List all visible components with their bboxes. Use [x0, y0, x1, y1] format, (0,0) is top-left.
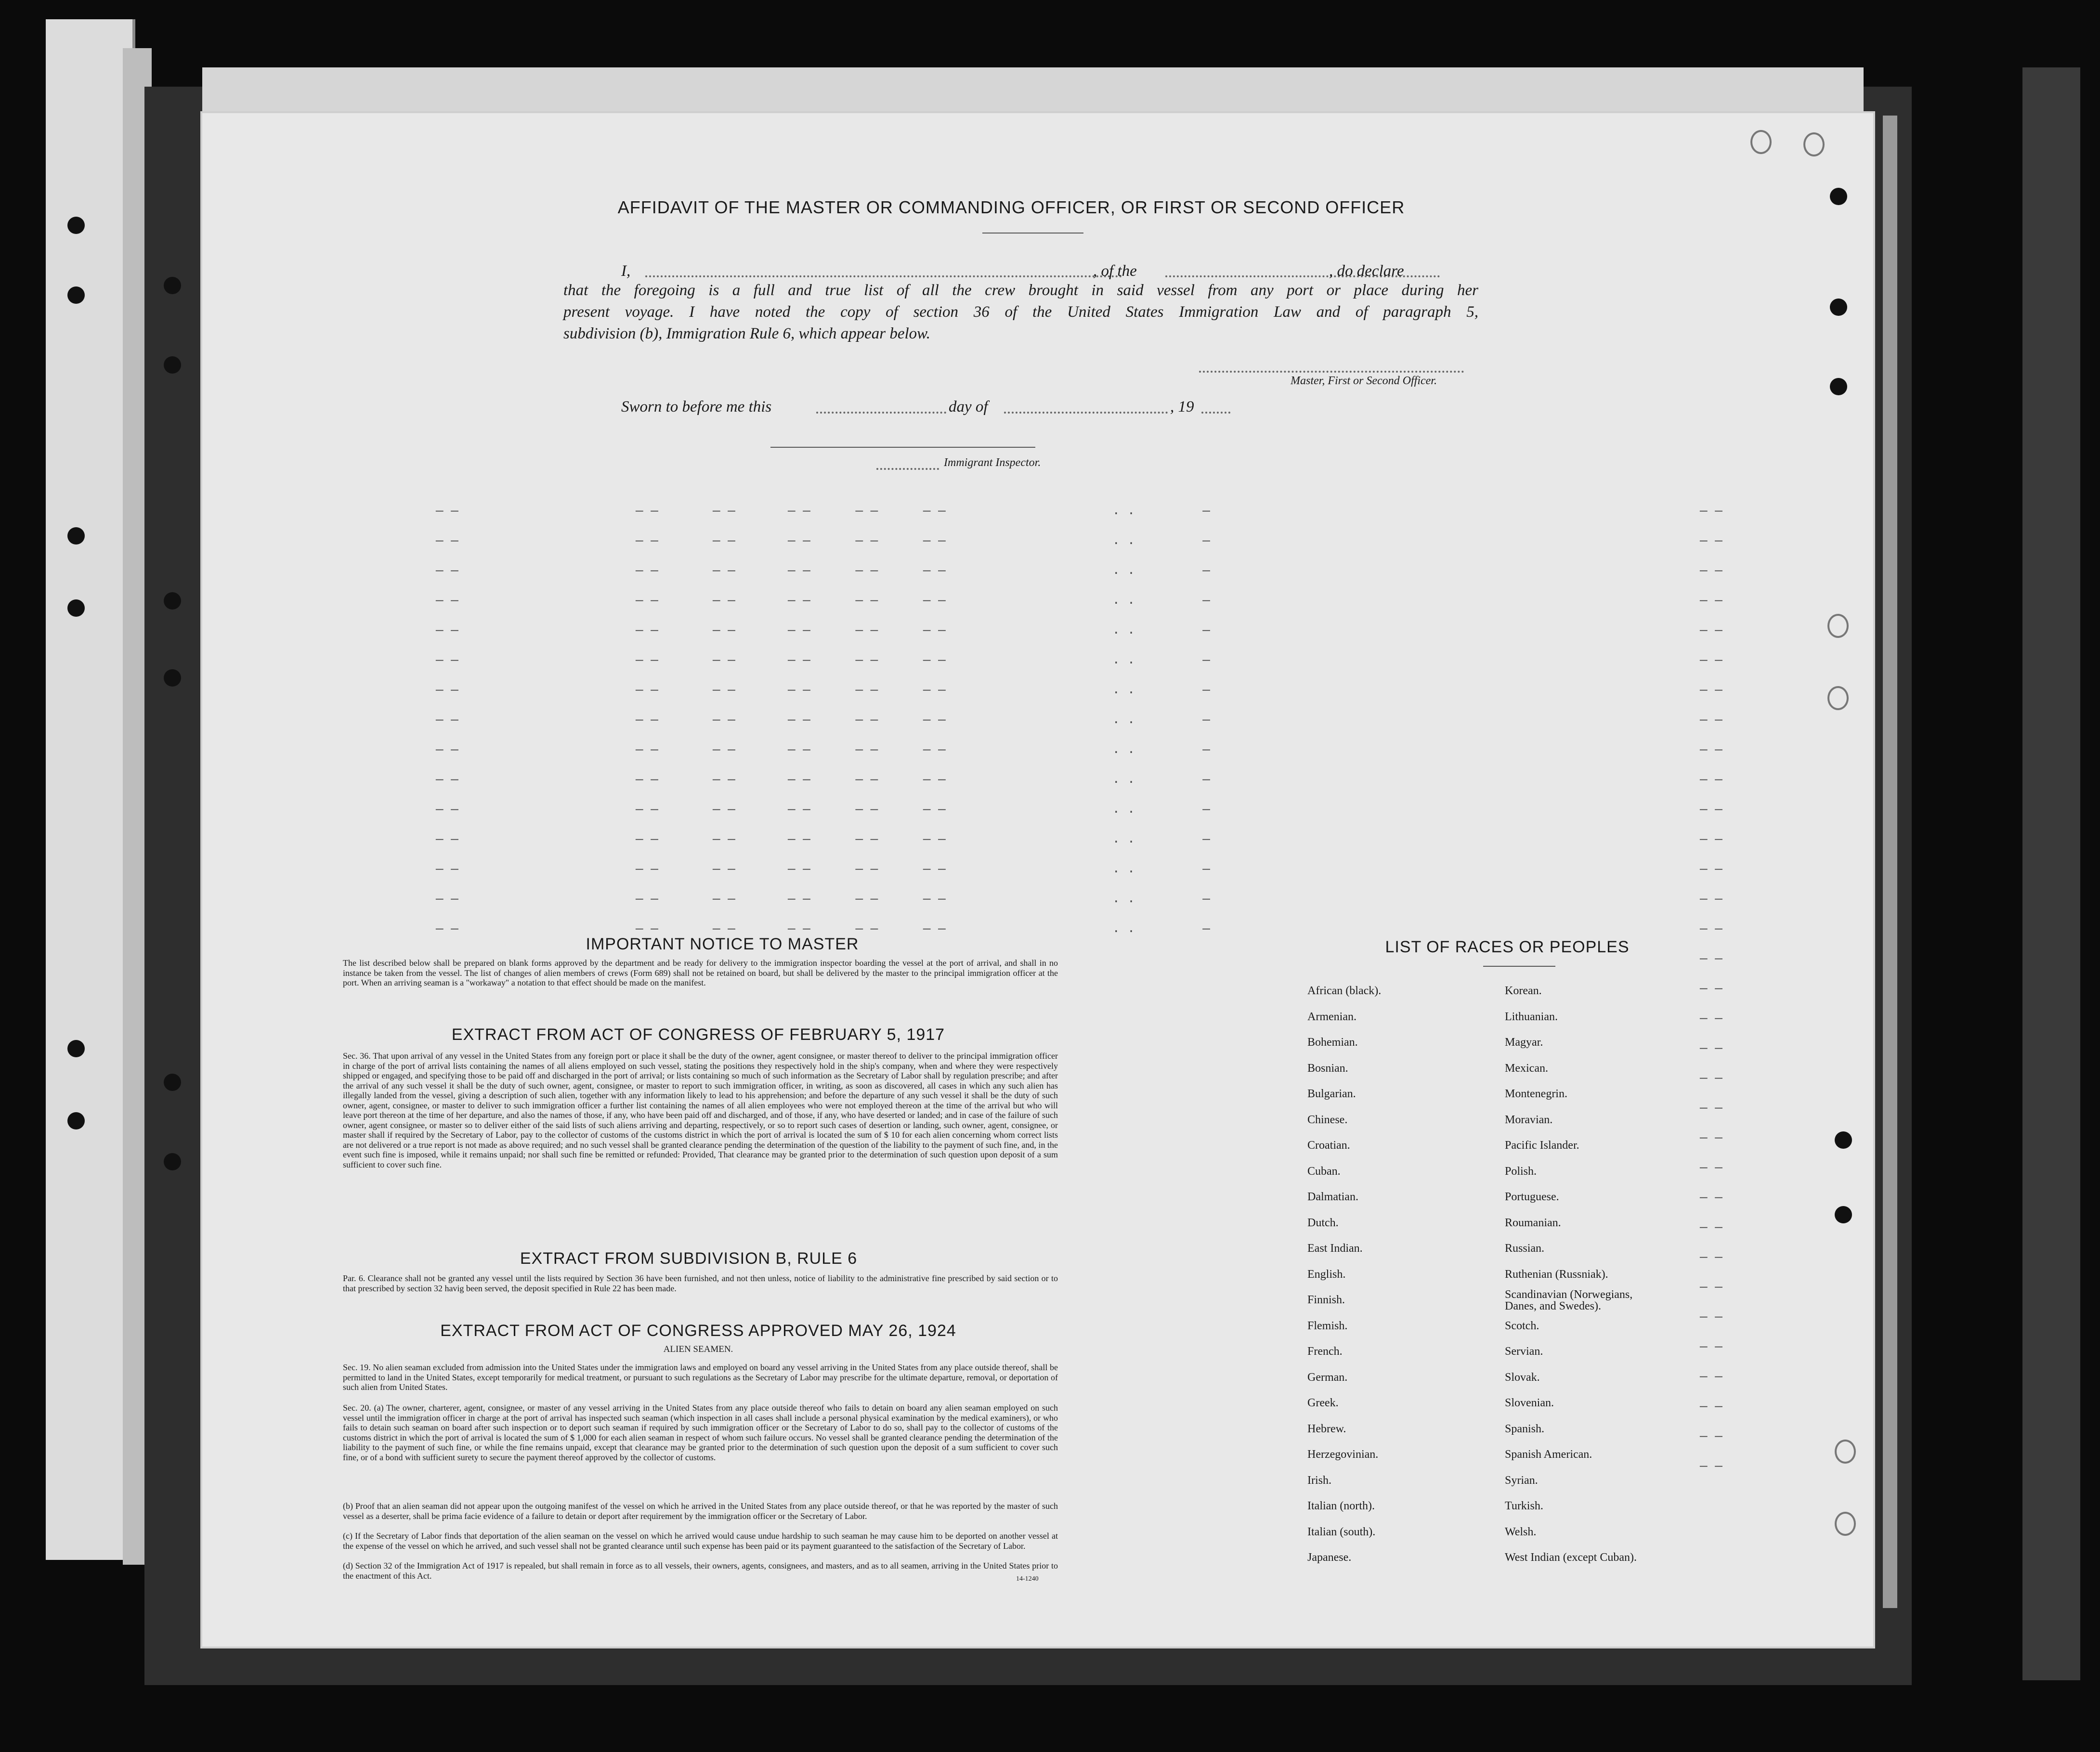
left-page-edge	[46, 19, 135, 1560]
race-item: Russian.	[1505, 1242, 1545, 1255]
master-signature-line	[1199, 371, 1464, 373]
race-item: Syrian.	[1505, 1474, 1538, 1487]
race-item: Scandinavian (Norwegians, Danes, and Swedes).	[1505, 1288, 1633, 1312]
inspector-dots	[876, 468, 939, 470]
punch-hole	[164, 669, 181, 687]
race-item: Portuguese.	[1505, 1191, 1559, 1203]
race-item: Croatian.	[1307, 1139, 1350, 1152]
race-item: Dalmatian.	[1307, 1191, 1358, 1203]
punch-hole	[1835, 1206, 1852, 1223]
race-item: Ruthenian (Russniak).	[1505, 1268, 1608, 1281]
race-item: Hebrew.	[1307, 1422, 1346, 1435]
affidavit-line3: present voyage. I have noted the copy of section 36 of the United States Immigration Law and of paragraph 5,	[563, 303, 1478, 321]
race-item: Korean.	[1505, 985, 1542, 997]
race-item: African (black).	[1307, 985, 1382, 997]
race-item: Spanish.	[1505, 1422, 1545, 1435]
race-item: Moravian.	[1505, 1113, 1553, 1126]
race-item: Pacific Islander.	[1505, 1139, 1579, 1152]
race-item: Montenegrin.	[1505, 1088, 1567, 1100]
affidavit-title: AFFIDAVIT OF THE MASTER OR COMMANDING OFFICER, OR FIRST OR SECOND OFFICER	[617, 197, 1405, 217]
sworn-text: Sworn to before me this	[621, 398, 772, 415]
punch-hole	[164, 592, 181, 610]
punch-hole	[164, 1074, 181, 1091]
notice-text: The list described below shall be prepared on blank forms approved by the department and be ready for delivery to the immigration inspector boarding the vessel at the port of arrival, and shall in no instance be taken from the vessel. The list of changes of alien members of crews (Form 689) shall not be retained on board, but shall be delivered by the master to the principal immigration officer at the port. When an arriving seaman is a "workaway" a notation to that effect should be made on the manifest.	[343, 958, 1058, 987]
race-item: Slovenian.	[1505, 1397, 1554, 1409]
race-item: East Indian.	[1307, 1242, 1363, 1255]
faded-column-marks: . . — . . — . . — . . — . . — . . — . . — . . — . . — . . — . . — . . — . . — . . — . . —	[1112, 504, 1210, 936]
race-item: Roumanian.	[1505, 1216, 1561, 1229]
punch-hole	[67, 527, 85, 545]
race-item: Polish.	[1505, 1165, 1537, 1178]
extract-1924-sec20b: (b) Proof that an alien seaman did not appear upon the outgoing manifest of the vessel on which he arrived in the United States from any place outside thereof, or that he was reported by the master of such vessel as a deserter, shall be prima facie evidence of a failure to detain or deport after requirement by the immigration officer or the Secretary of Labor.	[343, 1501, 1058, 1521]
punch-hole	[1830, 298, 1847, 316]
race-item: West Indian (except Cuban).	[1505, 1551, 1637, 1564]
master-signature-caption: Master, First or Second Officer.	[1291, 375, 1437, 387]
race-item: Armenian.	[1307, 1010, 1357, 1023]
month-blank	[1004, 412, 1168, 414]
punch-hole-ring	[1803, 132, 1825, 156]
race-item: Lithuanian.	[1505, 1010, 1558, 1023]
race-item: Welsh.	[1505, 1525, 1537, 1538]
race-item: Cuban.	[1307, 1165, 1341, 1178]
form-number: 14-1240	[1016, 1575, 1039, 1583]
alien-seamen-subtitle: ALIEN SEAMEN.	[663, 1344, 733, 1354]
race-item: Mexican.	[1505, 1062, 1548, 1075]
punch-hole	[1830, 378, 1847, 395]
punch-hole-ring	[1827, 686, 1849, 710]
race-item: French.	[1307, 1345, 1343, 1358]
race-item: Greek.	[1307, 1397, 1339, 1409]
year-text: , 19	[1170, 398, 1194, 415]
faded-column-marks: — — — — — — — — — — — — — — — — — — — — — — — — — — — — — —	[636, 504, 658, 936]
rule-6-text: Par. 6. Clearance shall not be granted any vessel until the lists required by Section 36 have been furnished, and not then unless, notice of liability to the administrative fine prescribed by said section or to that prescribed by section 32 havig been served, the deposit specified in Rule 22 has been made.	[343, 1273, 1058, 1293]
punch-hole	[67, 599, 85, 617]
faded-column-marks: — — — — — — — — — — — — — — — — — — — — — — — — — — — — — — — — — — — — — — — — — — — — — — — — — — — — — — — — — — — — — — — — — —	[1700, 504, 1722, 1473]
race-item: Magyar.	[1505, 1036, 1543, 1049]
races-title: LIST OF RACES OR PEOPLES	[1385, 938, 1630, 956]
race-item: Bosnian.	[1307, 1062, 1348, 1075]
punch-hole	[1830, 188, 1847, 205]
punch-hole-ring	[1835, 1440, 1856, 1464]
punch-hole	[1835, 1131, 1852, 1149]
rule-6-title: EXTRACT FROM SUBDIVISION B, RULE 6	[520, 1249, 858, 1268]
race-item: Italian (south).	[1307, 1525, 1376, 1538]
notice-title: IMPORTANT NOTICE TO MASTER	[586, 935, 859, 953]
race-item: Scotch.	[1505, 1319, 1539, 1332]
affidavit-line2: that the foregoing is a full and true list of all the crew brought in said vessel from any port or place during her	[563, 282, 1478, 299]
year-blank	[1201, 412, 1230, 414]
punch-hole	[67, 286, 85, 304]
races-title-underline	[1483, 966, 1555, 967]
race-item: Irish.	[1307, 1474, 1331, 1487]
extract-1924-sec20d: (d) Section 32 of the Immigration Act of 1917 is repealed, but shall remain in force as to all vessels, their owners, agents, consignees, and masters, and as to all seamen, arriving in the United States prior to the enactment of this Act.	[343, 1561, 1058, 1581]
punch-hole	[67, 1112, 85, 1129]
race-item: Dutch.	[1307, 1216, 1339, 1229]
extract-1917-text: Sec. 36. That upon arrival of any vessel in the United States from any foreign port or place it shall be the duty of the owner, agent consignee, or master thereof to deliver to the principal immigration officer in charge of the port of arrival lists containing the names of all aliens employed on such vessel, stating the positions they respectively hold in the ship's company, when and where they were respectively shipped or engaged, and specifying those to be paid off and discharged in the port of arrival; or lists containing so much of such information as the Secretary of Labor shall by regulation prescribe; and after the arrival of any such vessel it shall be the duty of such owner, agent, consignee, or master to report to such immigration officer, in writing, as soon as discovered, all cases in which any such alien has illegally landed from the vessel, giving a description of such alien, together with any information likely to lead to his apprehension; and before the departure of any such vessel it shall be the duty of such owner, agent, consignee, or master to deliver to such immigration officer a further list containing the names of all alien employees who were not employed thereon at the time of the arrival but who will leave port thereon at the time of her departure, and also the names of those, if any, who have been paid off and discharged, and of those, if any, who have deserted or landed; and in case of the failure of such owner, agent consignee, or master so to deliver either of the said lists of such aliens arriving and departing, respectively, or so to report such cases of desertion or landing, such owner, agent, consignee, or master shall if required by the Secretary of Labor, pay to the collector of customs of the customs district in which the port of arrival is located the sum of $ 10 for each alien concerning whom correct lists are not delivered or a true report is not made as above required; and no such vessel shall be granted clearance pending the determination of the question of the liability to the payment of such fine, and, in the event such fine is imposed, while it remains unpaid; nor shall such fine be remitted or refunded: Provided, That clearance may be granted prior to the determination of such question upon deposit of a sum sufficient to cover such fine.	[343, 1051, 1058, 1169]
punch-hole	[67, 1040, 85, 1057]
race-item: Servian.	[1505, 1345, 1543, 1358]
affidavit-line4: subdivision (b), Immigration Rule 6, which appear below.	[563, 325, 930, 342]
punch-hole	[67, 217, 85, 234]
inspector-signature-line	[770, 447, 1035, 448]
faded-column-marks: — — — — — — — — — — — — — — — — — — — — — — — — — — — — — —	[436, 504, 458, 936]
extract-1917-title: EXTRACT FROM ACT OF CONGRESS OF FEBRUARY 5, 1917	[451, 1025, 945, 1044]
race-item: German.	[1307, 1371, 1348, 1384]
punch-hole-ring	[1827, 614, 1849, 638]
race-item: Bohemian.	[1307, 1036, 1358, 1049]
race-item: Bulgarian.	[1307, 1088, 1356, 1100]
affidavit-declare: , do declare	[1329, 262, 1404, 280]
extract-1924-sec20a: Sec. 20. (a) The owner, charterer, agent, consignee, or master of any vessel arriving in the United States from any place outside thereof who fails to detain on board any alien seaman employed on such vessel until the immigration officer in charge at the port of arrival has inspected such seaman (which inspection in all cases shall include a personal physical examination by the medical examiners), or who fails to detain such seaman on board after such inspection or to deport such seaman if required by such immigration officer or the Secretary of Labor to do so, shall pay to the collector of customs of the customs district in which the port of arrival is located the sum of $ 1,000 for each alien seaman in respect of whom such failure occurs. No vessel shall be granted clearance pending the determination of the liability to the payment of such fine, or while the fine remains unpaid, except that clearance may be granted prior to the determination of such question upon the deposit of a sum sufficient to cover such fine, or of a bond with sufficient surety to secure the payment thereof approved by the collector of customs.	[343, 1403, 1058, 1462]
race-item: Slovak.	[1505, 1371, 1540, 1384]
race-item: Turkish.	[1505, 1500, 1543, 1512]
race-item: Flemish.	[1307, 1319, 1348, 1332]
race-item: English.	[1307, 1268, 1346, 1281]
punch-hole-ring	[1750, 130, 1772, 154]
race-item: Spanish American.	[1505, 1448, 1592, 1461]
punch-hole	[164, 356, 181, 374]
race-item: Japanese.	[1307, 1551, 1352, 1564]
race-item: Chinese.	[1307, 1113, 1348, 1126]
punch-hole-ring	[1835, 1512, 1856, 1536]
name-blank	[645, 275, 1122, 277]
extract-1924-sec19: Sec. 19. No alien seaman excluded from admission into the United States under the immigration laws and employed on board any vessel arriving in the United States from any place outside thereof, shall be permitted to land in the United States, except temporarily for medical treatment, or pursuant to such regulations as the Secretary of Labor may prescribe for the ultimate departure, removal, or deportation of such alien from United States.	[343, 1363, 1058, 1392]
right-page-edge	[1883, 116, 1897, 1608]
extract-1924-sec20c: (c) If the Secretary of Labor finds that deportation of the alien seaman on the vessel on which he arrived would cause undue hardship to such seaman he may cause him to be deported on another vessel at the expense of the vessel on which he arrived, and such vessel shall not be granted clearance until such expense has been paid or its payment guaranteed to the satisfaction of the Secretary of Labor.	[343, 1531, 1058, 1551]
affidavit-of-the: , of the	[1093, 262, 1137, 280]
race-item: Finnish.	[1307, 1294, 1345, 1306]
day-of-text: day of	[949, 398, 988, 415]
inspector-caption: Immigrant Inspector.	[944, 456, 1041, 469]
punch-hole	[164, 1153, 181, 1170]
race-item: Italian (north).	[1307, 1500, 1375, 1512]
race-item: Herzegovinian.	[1307, 1448, 1379, 1461]
extract-1924-title: EXTRACT FROM ACT OF CONGRESS APPROVED MAY 26, 1924	[440, 1322, 956, 1340]
punch-hole	[164, 277, 181, 294]
right-binding	[2022, 67, 2080, 1680]
sworn-day-blank	[816, 412, 946, 414]
faded-column-marks: — — — — — — — — — — — — — — — — — — — — — — — — — — — — — — — — — — — — — — — — — — — — — — — — — — — — — — — — — — — — — — — — — — — — — — — — — — — — — — — — — — — — — — — — — — — — — — — — — — — — — — — — — — — — — — — — — — — — — — — —	[713, 504, 946, 936]
affidavit-i: I,	[621, 262, 631, 280]
title-underline	[982, 233, 1083, 234]
